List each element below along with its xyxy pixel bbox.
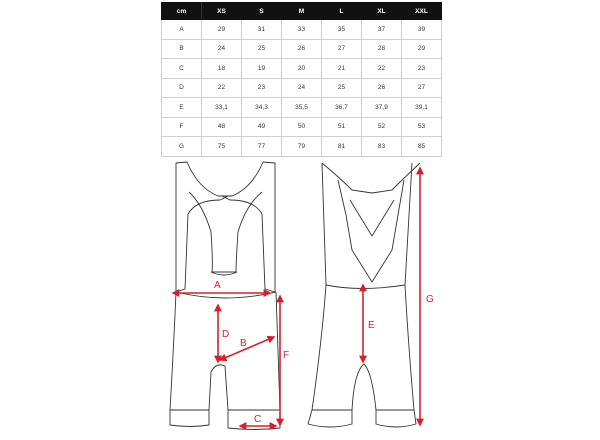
front-view-outline xyxy=(170,162,280,430)
table-cell: 22 xyxy=(202,78,242,98)
measurement-b xyxy=(220,337,274,360)
table-cell: 37 xyxy=(362,20,402,40)
label-e: E xyxy=(368,320,375,331)
table-cell: 23 xyxy=(242,78,282,98)
table-cell: 33 xyxy=(282,20,322,40)
column-header: XXL xyxy=(402,3,442,20)
row-label: G xyxy=(162,137,202,157)
table-cell: 48 xyxy=(202,117,242,137)
table-cell: 26 xyxy=(362,78,402,98)
table-cell: 52 xyxy=(362,117,402,137)
table-cell: 83 xyxy=(362,137,402,157)
table-cell: 85 xyxy=(402,137,442,157)
row-label: C xyxy=(162,59,202,79)
table-cell: 21 xyxy=(322,59,362,79)
label-a: A xyxy=(214,280,221,291)
table-cell: 35 xyxy=(322,20,362,40)
table-cell: 35,5 xyxy=(282,98,322,118)
table-cell: 23 xyxy=(402,59,442,79)
row-label: F xyxy=(162,117,202,137)
column-header: S xyxy=(242,3,282,20)
table-cell: 75 xyxy=(202,137,242,157)
column-header: XS xyxy=(202,3,242,20)
table-cell: 25 xyxy=(322,78,362,98)
table-cell: 49 xyxy=(242,117,282,137)
table-cell: 24 xyxy=(202,39,242,59)
row-label: D xyxy=(162,78,202,98)
label-f: F xyxy=(283,350,290,361)
table-cell: 33,1 xyxy=(202,98,242,118)
row-label: B xyxy=(162,39,202,59)
column-header: M xyxy=(282,3,322,20)
table-cell: 39,1 xyxy=(402,98,442,118)
table-cell: 39 xyxy=(402,20,442,40)
back-view-outline xyxy=(308,163,420,427)
label-d: D xyxy=(222,329,230,340)
table-cell: 36,7 xyxy=(322,98,362,118)
table-cell: 29 xyxy=(402,39,442,59)
label-g: G xyxy=(426,294,434,305)
row-label: A xyxy=(162,20,202,40)
table-cell: 22 xyxy=(362,59,402,79)
table-cell: 34,3 xyxy=(242,98,282,118)
table-cell: 81 xyxy=(322,137,362,157)
measurement-c xyxy=(240,414,276,426)
table-cell: 19 xyxy=(242,59,282,79)
measurement-f xyxy=(280,296,289,425)
table-cell: 27 xyxy=(322,39,362,59)
measurement-e xyxy=(363,285,375,362)
measurement-g xyxy=(420,168,434,425)
table-cell: 50 xyxy=(282,117,322,137)
table-cell: 53 xyxy=(402,117,442,137)
row-label: E xyxy=(162,98,202,118)
measurement-d xyxy=(218,305,229,362)
table-cell: 20 xyxy=(282,59,322,79)
table-cell: 31 xyxy=(242,20,282,40)
measurement-a xyxy=(173,280,270,293)
table-cell: 29 xyxy=(202,20,242,40)
label-c: C xyxy=(254,414,262,425)
table-cell: 24 xyxy=(282,78,322,98)
table-cell: 37,9 xyxy=(362,98,402,118)
column-header: XL xyxy=(362,3,402,20)
column-header: L xyxy=(322,3,362,20)
table-cell: 28 xyxy=(362,39,402,59)
label-b: B xyxy=(240,338,247,349)
table-cell: 79 xyxy=(282,137,322,157)
column-header: cm xyxy=(162,3,202,20)
table-cell: 25 xyxy=(242,39,282,59)
table-cell: 26 xyxy=(282,39,322,59)
table-cell: 51 xyxy=(322,117,362,137)
table-cell: 77 xyxy=(242,137,282,157)
table-cell: 18 xyxy=(202,59,242,79)
table-cell: 27 xyxy=(402,78,442,98)
